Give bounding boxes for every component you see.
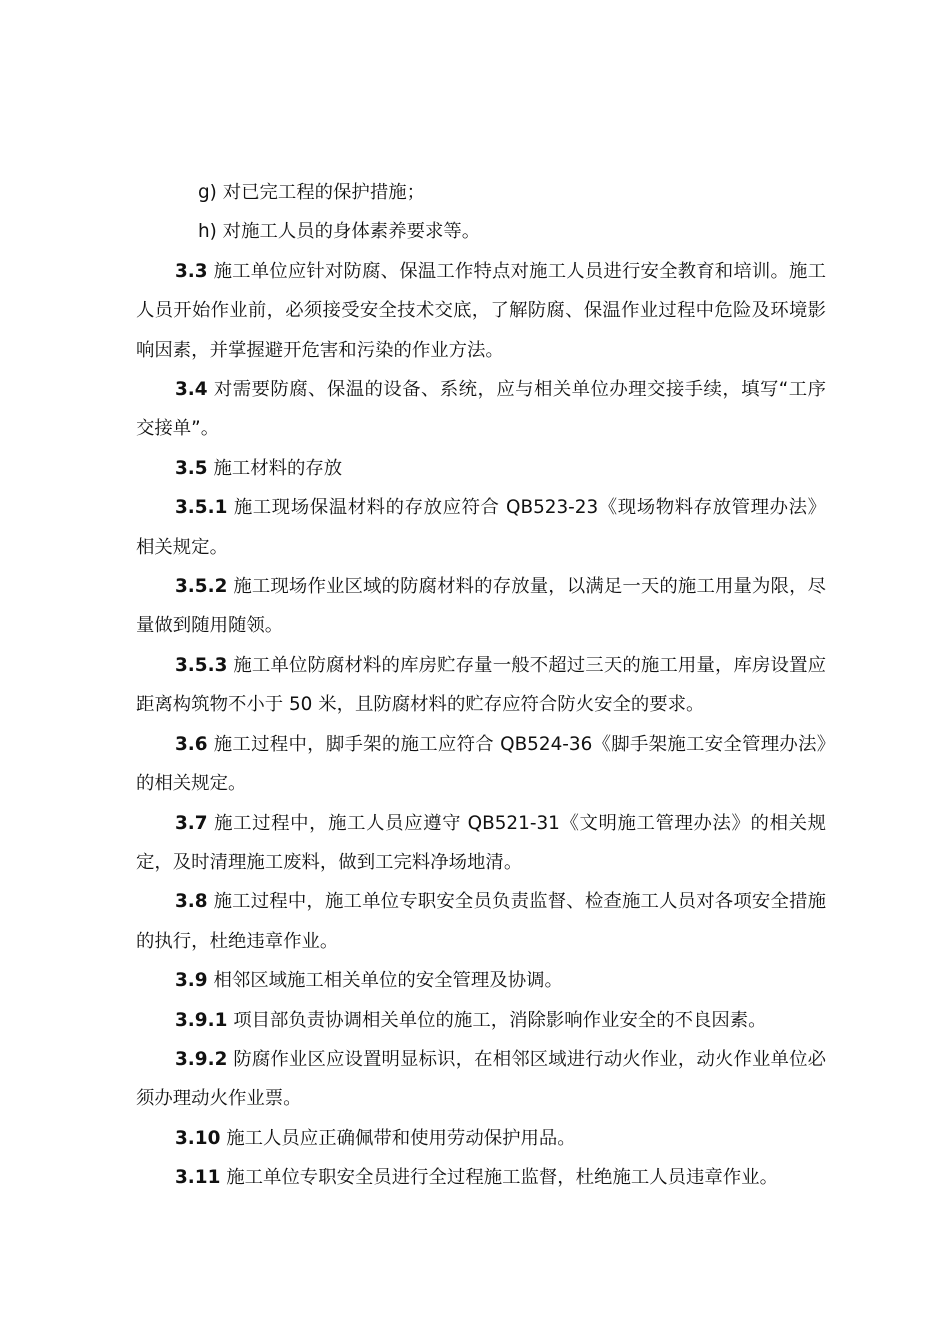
clause-text: 施工人员应正确佩带和使用劳动保护用品。 [226, 1127, 576, 1149]
clause-text: 施工现场保温材料的存放应符合 QB523-23《现场物料存放管理办法》相关规定。 [136, 497, 826, 558]
document-body [136, 173, 826, 1198]
clause-text: 施工单位防腐材料的库房贮存量一般不超过三天的施工用量，库房设置应距离构筑物不小于 50 米，且防腐材料的贮存应符合防火安全的要求。 [136, 654, 826, 716]
clause-number: 3.4 [175, 379, 208, 401]
clause-number: 3.9.2 [175, 1048, 228, 1070]
paragraph-text: h) 对施工人员的身体素养要求等。 [198, 221, 481, 243]
clause-text: 施工材料的存放 [213, 457, 343, 479]
clause-number: 3.5.2 [175, 576, 228, 598]
clause-3-7 [136, 804, 826, 883]
clause-number: 3.10 [175, 1127, 221, 1149]
clause-text: 施工过程中，脚手架的施工应符合 QB524-36《脚手架施工安全管理办法》的相关规定。 [136, 733, 826, 795]
clause-3-9-2 [136, 1040, 826, 1119]
clause-text: 相邻区域施工相关单位的安全管理及协调。 [213, 970, 563, 992]
clause-3-5 [136, 449, 826, 488]
clause-number: 3.7 [175, 812, 208, 834]
paragraph-text: g) 对已完工程的保护措施； [198, 182, 425, 203]
clause-3-3 [136, 252, 826, 370]
clause-3-9 [136, 961, 826, 1000]
list-item-h [136, 212, 826, 251]
clause-text: 施工单位专职安全员进行全过程施工监督，杜绝施工人员违章作业。 [226, 1167, 778, 1189]
clause-text: 项目部负责协调相关单位的施工，消除影响作业安全的不良因素。 [233, 1009, 767, 1031]
clause-3-4 [136, 370, 826, 449]
clause-number: 3.9 [175, 970, 208, 992]
clause-3-10 [136, 1119, 826, 1158]
clause-number: 3.8 [175, 891, 208, 913]
clause-3-8 [136, 882, 826, 961]
clause-3-5-3 [136, 646, 826, 725]
clause-3-9-1 [136, 1001, 826, 1040]
clause-text: 防腐作业区应设置明显标识，在相邻区域进行动火作业，动火作业单位必须办理动火作业票。 [136, 1048, 826, 1110]
clause-3-6 [136, 725, 826, 804]
clause-number: 3.9.1 [175, 1009, 228, 1031]
clause-text: 施工现场作业区域的防腐材料的存放量，以满足一天的施工用量为限，尽量做到随用随领。 [136, 576, 826, 637]
clause-text: 对需要防腐、保温的设备、系统，应与相关单位办理交接手续，填写“工序交接单”。 [136, 379, 826, 440]
clause-text: 施工过程中，施工单位专职安全员负责监督、检查施工人员对各项安全措施的执行，杜绝违章作业。 [136, 891, 826, 952]
clause-3-5-2 [136, 567, 826, 646]
clause-number: 3.6 [175, 733, 208, 755]
clause-number: 3.11 [175, 1167, 221, 1189]
clause-number: 3.5 [175, 457, 208, 479]
clause-text: 施工单位应针对防腐、保温工作特点对施工人员进行安全教育和培训。施工人员开始作业前，必须接受安全技术交底，了解防腐、保温作业过程中危险及环境影响因素，并掌握避开危害和污染的作业方法。 [136, 260, 826, 361]
clause-number: 3.3 [175, 260, 208, 282]
clause-number: 3.5.1 [175, 497, 228, 519]
list-item-g [136, 173, 826, 212]
clause-text: 施工过程中，施工人员应遵守 QB521-31《文明施工管理办法》的相关规定，及时清理施工废料，做到工完料净场地清。 [136, 812, 826, 873]
clause-number: 3.5.3 [175, 654, 228, 676]
clause-3-11 [136, 1158, 826, 1197]
clause-3-5-1 [136, 488, 826, 567]
